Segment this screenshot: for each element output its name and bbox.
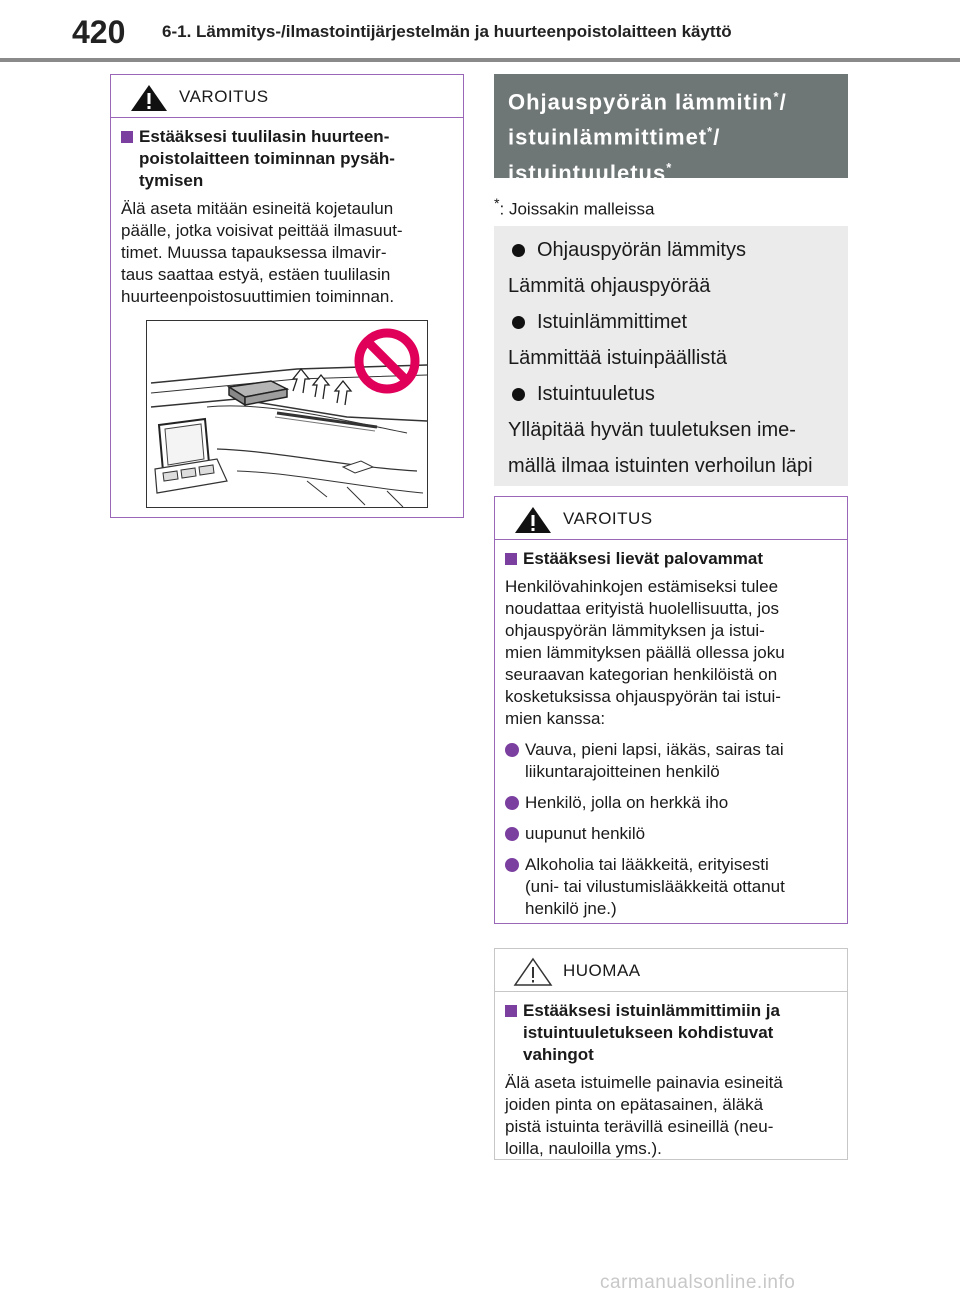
warning-text xyxy=(505,576,833,730)
text-line: ohjauspyörän lämmityksen ja istui- xyxy=(505,621,765,640)
title-line: istuinlämmittimet xyxy=(508,124,708,150)
bullet-icon xyxy=(505,827,519,841)
warning-triangle-icon xyxy=(129,83,169,113)
asterisk: * xyxy=(707,124,714,140)
text-line: noudattaa erityistä huolellisuutta, jos xyxy=(505,599,780,618)
heading-line: tymisen xyxy=(139,171,204,190)
footnote-mark: * xyxy=(494,196,500,212)
text-line: Alkoholia tai lääkkeitä, erityisesti xyxy=(525,855,769,874)
text-line: päälle, jotka voisivat peittää ilmasuut- xyxy=(121,221,403,240)
warning-header xyxy=(111,75,463,118)
warning-body xyxy=(111,118,463,318)
watermark: carmanualsonline.info xyxy=(600,1272,796,1293)
title-line: Ohjauspyörän lämmitin xyxy=(508,89,774,115)
feature-name: Ohjauspyörän lämmitys xyxy=(537,238,746,261)
warning-header xyxy=(495,497,847,540)
bullet-icon xyxy=(512,388,525,401)
text-line: Älä aseta mitään esineitä kojetaulun xyxy=(121,199,394,218)
chapter-title: 6-1. Lämmitys-/ilmastointijärjestelmän ja huurteenpoistolaitteen käyttö xyxy=(162,22,732,41)
text-line: joiden pinta on epätasainen, äläkä xyxy=(505,1095,764,1114)
bullet-icon xyxy=(505,743,519,757)
square-bullet-icon xyxy=(121,131,133,143)
feature-name: Istuinlämmittimet xyxy=(537,310,688,333)
section-title xyxy=(494,74,848,185)
notice-header xyxy=(495,949,847,992)
warning-label: VAROITUS xyxy=(563,509,653,528)
text-line: seuraavan kategorian henkilöistä on xyxy=(505,665,778,684)
square-bullet-icon xyxy=(505,553,517,565)
bullet-icon xyxy=(505,858,519,872)
list-item xyxy=(505,823,833,845)
feature-desc: Lämmitä ohjauspyörää xyxy=(508,275,711,297)
dashboard-illustration xyxy=(146,320,428,508)
heading-line: Estääksesi tuulilasin huurteen- xyxy=(139,127,390,146)
text-line: kosketuksissa ohjauspyörän tai istui- xyxy=(505,687,781,706)
text-line: Älä aseta istuimelle painavia esineitä xyxy=(505,1073,783,1092)
dashboard-drawing xyxy=(147,321,427,507)
feature-desc: mällä ilmaa istuinten verhoilun läpi xyxy=(508,455,813,477)
text-line: henkilö jne.) xyxy=(525,899,617,918)
heading-line: vahingot xyxy=(523,1045,594,1064)
footnote xyxy=(494,196,654,220)
asterisk: * xyxy=(773,89,780,104)
feature-item xyxy=(508,304,834,340)
warning-heading xyxy=(505,548,833,570)
feature-name: Istuintuuletus xyxy=(537,382,655,405)
text-line: huurteenpoistosuuttimien toiminnan. xyxy=(121,287,395,306)
text-line: uupunut henkilö xyxy=(525,824,646,843)
warning-triangle-icon xyxy=(513,505,553,535)
heading-line: istuintuuletukseen kohdistuvat xyxy=(523,1023,774,1042)
text-line: Henkilövahinkojen estämiseksi tulee xyxy=(505,577,779,596)
text-line: Henkilö, jolla on herkkä iho xyxy=(525,793,729,812)
footnote-text: : Joissakin malleissa xyxy=(499,199,655,219)
bullet-icon xyxy=(512,244,525,257)
heading-line: poistolaitteen toiminnan pysäh- xyxy=(139,149,395,168)
feature-item xyxy=(508,376,834,412)
text-line: mien lämmityksen päällä ollessa joku xyxy=(505,643,785,662)
bullet-icon xyxy=(505,796,519,810)
heading-line: Estääksesi lievät palovammat xyxy=(523,549,764,568)
list-item xyxy=(505,854,833,920)
warning-heading xyxy=(121,126,449,192)
text-line: pistä istuinta terävillä esineillä (neu- xyxy=(505,1117,774,1136)
text-line: taus saattaa estyä, estäen tuulilasin xyxy=(121,265,391,284)
feature-desc: Ylläpitää hyvän tuuletuksen ime- xyxy=(508,419,796,441)
text-line: timet. Muussa tapauksessa ilmavir- xyxy=(121,243,387,262)
notice-text xyxy=(505,1072,833,1160)
title-line: istuintuuletus xyxy=(508,159,667,185)
notice-label: HUOMAA xyxy=(563,961,641,980)
text-line: Vauva, pieni lapsi, iäkäs, sairas tai xyxy=(525,740,784,759)
list-item xyxy=(505,739,833,783)
text-line: liikuntarajoitteinen henkilö xyxy=(525,762,720,781)
feature-desc: Lämmittää istuinpäällistä xyxy=(508,347,727,369)
header-rule xyxy=(0,58,960,62)
text-line: loilla, nauloilla yms.). xyxy=(505,1139,662,1158)
heading-line: Estääksesi istuinlämmittimiin ja xyxy=(523,1001,780,1020)
text-line: mien kanssa: xyxy=(505,709,606,728)
text-line: (uni- tai vilustumislääkkeitä ottanut xyxy=(525,877,785,896)
list-item xyxy=(505,792,833,814)
notice-body xyxy=(495,992,847,1170)
page-number: 420 xyxy=(72,14,126,50)
asterisk: * xyxy=(666,159,673,175)
notice-heading xyxy=(505,1000,833,1066)
page-header xyxy=(0,0,960,58)
feature-panel xyxy=(494,226,848,486)
slash: / xyxy=(779,89,787,115)
notice-box xyxy=(494,948,848,1160)
feature-item xyxy=(508,232,834,268)
warning-text xyxy=(121,198,449,308)
slash: / xyxy=(713,124,721,150)
caution-triangle-icon xyxy=(513,957,553,987)
warning-label: VAROITUS xyxy=(179,87,269,106)
square-bullet-icon xyxy=(505,1005,517,1017)
right-warning-box xyxy=(494,496,848,924)
warning-body xyxy=(495,540,847,930)
bullet-icon xyxy=(512,316,525,329)
